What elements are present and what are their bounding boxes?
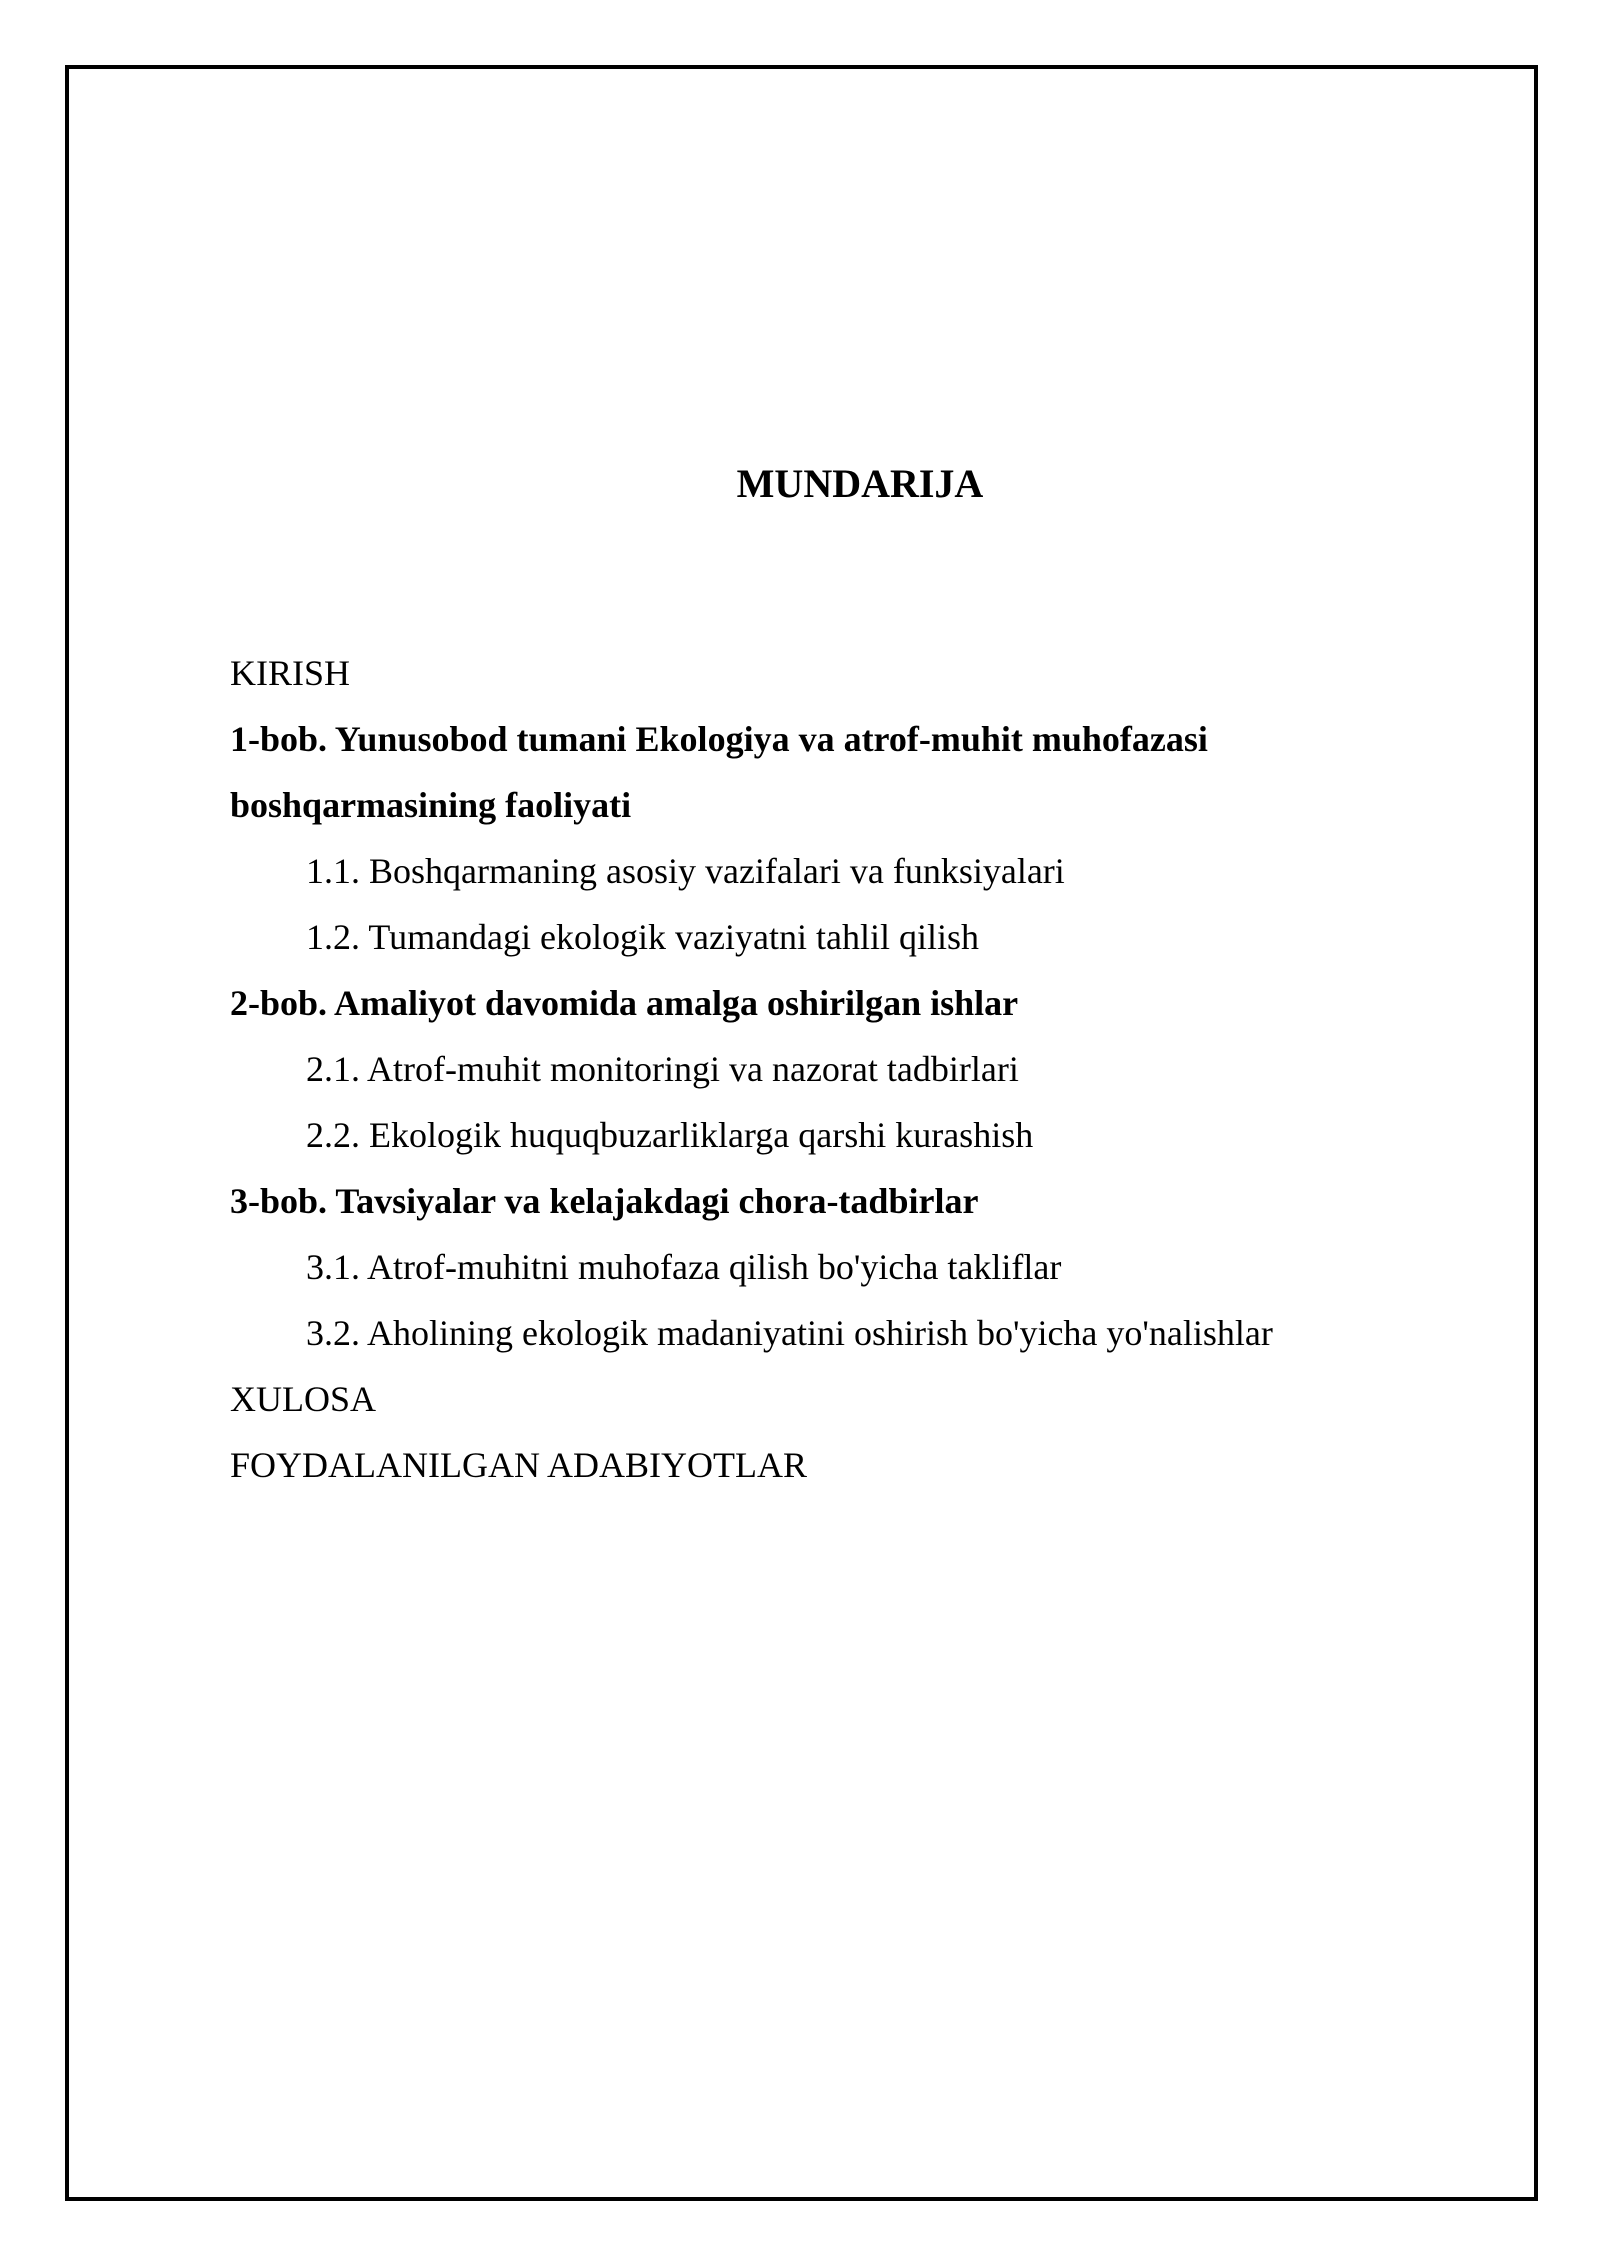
toc-chapter-3: 3-bob. Tavsiyalar va kelajakdagi chora-tadbirlar bbox=[230, 1181, 979, 1221]
toc-subsection-2-2: 2.2. Ekologik huquqbuzarliklarga qarshi kurashish bbox=[306, 1115, 1034, 1155]
toc-subsection-3-2: 3.2. Aholining ekologik madaniyatini oshirish bo'yicha yo'nalishlar bbox=[306, 1313, 1273, 1353]
toc-entry-references: FOYDALANILGAN ADABIYOTLAR bbox=[230, 1445, 807, 1485]
toc-subsection-1-1: 1.1. Boshqarmaning asosiy vazifalari va funksiyalari bbox=[306, 851, 1065, 891]
toc-subsection-2-1: 2.1. Atrof-muhit monitoringi va nazorat tadbirlari bbox=[306, 1049, 1019, 1089]
toc-entry-conclusion: XULOSA bbox=[230, 1379, 377, 1419]
table-of-contents bbox=[230, 640, 1470, 1498]
toc-subsection-3-1: 3.1. Atrof-muhitni muhofaza qilish bo'yicha takliflar bbox=[306, 1247, 1062, 1287]
toc-chapter-2: 2-bob. Amaliyot davomida amalga oshirilgan ishlar bbox=[230, 983, 1019, 1023]
toc-subsection-1-2: 1.2. Tumandagi ekologik vaziyatni tahlil qilish bbox=[306, 917, 979, 957]
toc-entry-introduction: KIRISH bbox=[230, 653, 351, 693]
page-title: MUNDARIJA bbox=[736, 461, 984, 506]
toc-chapter-1: 1-bob. Yunusobod tumani Ekologiya va atrof-muhit muhofazasi boshqarmasining faoliyati bbox=[230, 719, 1208, 825]
